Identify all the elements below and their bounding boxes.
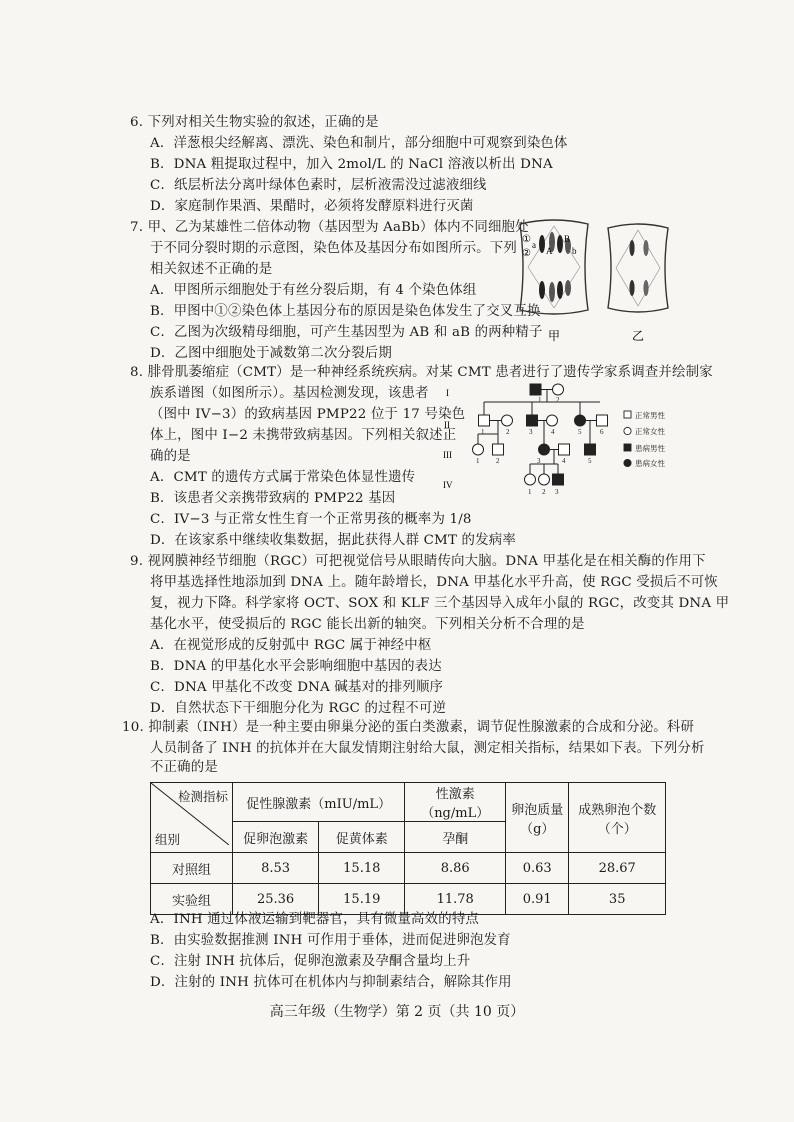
header-follicle-weight xyxy=(506,783,569,853)
ped-num-III5: 5 xyxy=(588,457,592,465)
ped-num-IV3: 3 xyxy=(555,488,559,496)
table-row xyxy=(151,853,666,884)
ped-num-II4: 4 xyxy=(551,428,555,436)
ped-num-III1: 1 xyxy=(476,457,480,465)
q9-option-a: A．在视觉形成的反射弧中 RGC 属于神经中枢 xyxy=(150,638,432,653)
gene-B-label: B xyxy=(564,234,571,244)
q10-option-a: A．INH 通过体液运输到靶器官，具有微量高效的特点 xyxy=(150,912,480,927)
row-name: 对照组 xyxy=(151,853,233,884)
legend-affected-female: 患病女性 xyxy=(635,459,665,468)
ped-num-IV2: 2 xyxy=(542,488,546,496)
q9-line4: 基化水平，使受损后的 RGC 能长出新的轴突。下列相关分析不合理的是 xyxy=(150,617,585,632)
gene-a-label: a xyxy=(532,240,536,250)
label-jia: 甲 xyxy=(548,329,561,343)
ped-num-III4: 4 xyxy=(562,457,566,465)
legend-normal-male: 正常男性 xyxy=(635,411,665,420)
sub-lh: 促黄体素 xyxy=(319,822,405,853)
q8-option-c: C．IV−3 与正常女性生育一个正常男孩的概率为 1/8 xyxy=(150,512,472,527)
page-footer: 高三年级（生物学）第 2 页（共 10 页） xyxy=(269,1004,525,1020)
header-follicle-count-l1: 成熟卵泡个数 xyxy=(578,802,657,818)
q9-option-b: B．DNA 的甲基化水平会影响细胞中基因的表达 xyxy=(150,659,442,674)
header-gonadotropin: 促性腺激素（mIU/mL） xyxy=(233,783,405,822)
ped-num-I2: 2 xyxy=(556,396,560,404)
ped-num-II6: 6 xyxy=(600,428,604,436)
q9-option-d: D．自然状态下干细胞分化为 RGC 的过程不可逆 xyxy=(150,701,447,716)
diag-bottom: 组别 xyxy=(155,832,181,847)
cell-value: 25.36 xyxy=(233,884,319,915)
legend-normal-female: 正常女性 xyxy=(635,427,665,436)
q10-line2: 人员制备了 INH 的抗体并在大鼠发情期注射给大鼠，测定相关指标，结果如下表。下列分析 xyxy=(150,741,705,756)
cell-value: 35 xyxy=(569,884,666,915)
q6-option-d: D．家庭制作果酒、果醋时，必须将发酵原料进行灭菌 xyxy=(150,199,474,214)
q7-stem-line2: 于不同分裂时期的示意图，染色体及基因分布如图所示。下列 xyxy=(150,241,517,256)
ped-num-II5: 5 xyxy=(578,428,582,436)
cell-value: 8.53 xyxy=(233,853,319,884)
sub-progesterone: 孕酮 xyxy=(405,822,506,853)
results-table xyxy=(150,782,666,915)
cell-value: 15.18 xyxy=(319,853,405,884)
header-follicle-count xyxy=(569,783,666,853)
q7-stem-line1: 7. 甲、乙为某雄性二倍体动物（基因型为 AaBb）体内不同细胞处 xyxy=(130,220,529,235)
q8-stem-line4: 体上，图中 I−2 未携带致病基因。下列相关叙述正 xyxy=(150,428,457,443)
sub-fsh: 促卵泡激素 xyxy=(233,822,319,853)
gene-b-label: b xyxy=(572,246,577,256)
q9-line3: 复，视力下降。科学家将 OCT、SOX 和 KLF 三个基因导入成年小鼠的 RGC，改变其 DNA 甲 xyxy=(150,596,730,611)
q10-line1: 10. 抑制素（INH）是一种主要由卵巢分泌的蛋白类激素，调节促性腺激素的合成和分泌。科研 xyxy=(122,720,695,735)
q8-stem-line3: （图中 IV−3）的致病基因 PMP22 位于 17 号染色 xyxy=(150,407,466,422)
q7-option-b: B．甲图中①②染色体上基因分布的原因是染色体发生了交叉互换 xyxy=(150,304,541,319)
cell-value: 11.78 xyxy=(405,884,506,915)
q9-line1: 9. 视网膜神经节细胞（RGC）可把视觉信号从眼睛传向大脑。DNA 甲基化是在相关酶的作用下 xyxy=(130,554,706,569)
mark-2: ② xyxy=(522,248,531,259)
q7-option-d: D．乙图中细胞处于减数第二次分裂后期 xyxy=(150,346,392,361)
q10-option-b: B．由实验数据推测 INH 可作用于垂体，进而促进卵泡发育 xyxy=(150,933,511,948)
header-follicle-weight-l1: 卵泡质量 xyxy=(511,802,564,818)
legend-affected-male: 患病男性 xyxy=(635,444,665,453)
cell-division-figure xyxy=(508,212,678,352)
ped-num-IV1: 1 xyxy=(528,488,532,496)
q8-option-d: D．在该家系中继续收集数据，据此获得人群 CMT 的发病率 xyxy=(150,533,516,548)
table-row xyxy=(151,884,666,915)
ped-num-II2: 2 xyxy=(506,428,510,436)
q7-option-c: C．乙图为次级精母细胞，可产生基因型为 AB 和 aB 的两种精子 xyxy=(150,325,543,340)
q8-option-a: A．CMT 的遗传方式属于常染色体显性遗传 xyxy=(150,470,416,485)
q6-option-a: A．洋葱根尖经解离、漂洗、染色和制片，部分细胞中可观察到染色体 xyxy=(150,136,568,151)
cell-yi xyxy=(608,224,668,312)
gen-IV: IV xyxy=(443,480,453,490)
cell-value: 0.63 xyxy=(506,853,569,884)
q8-stem-line1: 8. 腓骨肌萎缩症（CMT）是一种神经系统疾病。对某 CMT 患者进行了遗传学家系调查并绘制家 xyxy=(130,365,713,380)
pedigree-chart xyxy=(440,378,680,506)
ped-num-III2: 2 xyxy=(496,457,500,465)
ped-num-I1: 1 xyxy=(538,396,542,404)
q9-line2: 将甲基选择性地添加到 DNA 上。随年龄增长，DNA 甲基化水平升高，使 RGC 受损后不可恢 xyxy=(150,575,718,590)
q6-option-c: C．纸层析法分离叶绿体色素时，层析液需没过滤液细线 xyxy=(150,178,487,193)
header-follicle-count-l2: （个） xyxy=(597,821,637,837)
cell-value: 28.67 xyxy=(569,853,666,884)
q6-stem: 6. 下列对相关生物实验的叙述，正确的是 xyxy=(130,115,379,130)
header-sex-hormone: 性激素（ng/mL） xyxy=(405,783,506,822)
gene-A-label: A xyxy=(546,246,553,256)
row-name: 实验组 xyxy=(151,884,233,915)
q10-option-c: C．注射 INH 抗体后，促卵泡激素及孕酮含量均上升 xyxy=(150,954,471,969)
header-follicle-weight-l2: （g） xyxy=(520,821,555,837)
q7-stem-line3: 相关叙述不正确的是 xyxy=(150,262,273,277)
cell-value: 15.19 xyxy=(319,884,405,915)
q10-line3: 不正确的是 xyxy=(150,760,218,775)
q10-option-d: D．注射的 INH 抗体可在机体内与抑制素结合，解除其作用 xyxy=(150,975,512,990)
diag-header-cell xyxy=(151,783,233,853)
label-yi: 乙 xyxy=(632,329,645,343)
q8-option-b: B．该患者父亲携带致病的 PMP22 基因 xyxy=(150,491,396,506)
ped-num-II3: 3 xyxy=(529,428,533,436)
q9-option-c: C．DNA 甲基化不改变 DNA 碱基对的排列顺序 xyxy=(150,680,444,695)
cell-value: 8.86 xyxy=(405,853,506,884)
mark-1: ① xyxy=(522,234,531,245)
cell-value: 0.91 xyxy=(506,884,569,915)
gen-I: I xyxy=(446,388,449,398)
q8-stem-line2: 族系谱图（如图所示）。基因检测发现，该患者 xyxy=(150,386,429,401)
q8-stem-line5: 确的是 xyxy=(150,449,191,464)
gen-II: II xyxy=(444,420,450,430)
diag-top: 检测指标 xyxy=(178,789,229,804)
gen-III: III xyxy=(443,450,452,460)
ped-num-III3: 3 xyxy=(537,457,541,465)
cell-jia xyxy=(520,220,588,314)
q7-option-a: A．甲图所示细胞处于有丝分裂后期，有 4 个染色体组 xyxy=(150,283,477,298)
q6-option-b: B．DNA 粗提取过程中，加入 2mol/L 的 NaCl 溶液以析出 DNA xyxy=(150,157,553,172)
ped-num-II1: 1 xyxy=(481,428,485,436)
